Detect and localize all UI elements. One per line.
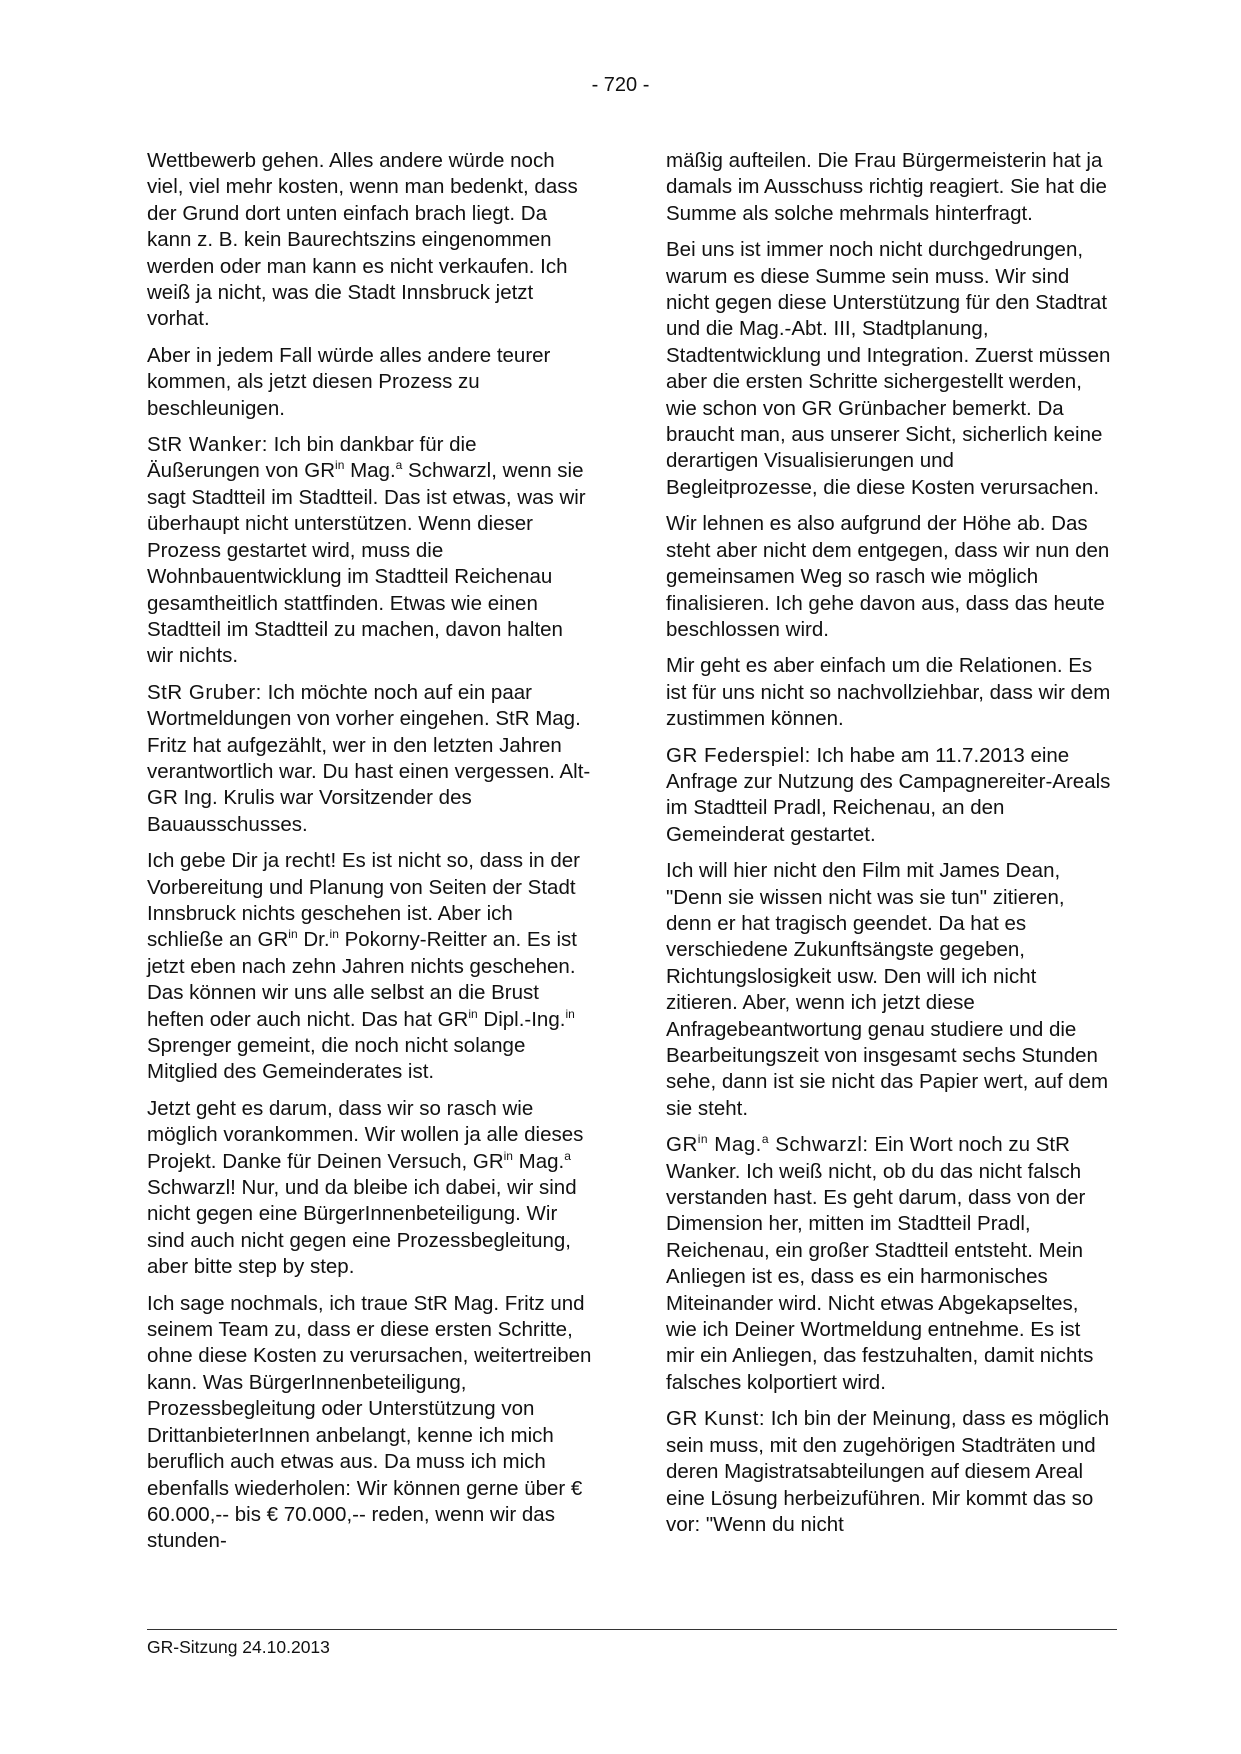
paragraph: mäßig aufteilen. Die Frau Bürgermeisterin hat ja damals im Ausschuss richtig reagiert. Sie hat die Summe als solche mehrmals hinterfragt. [666,149,1107,225]
speaker-name: GR Kunst: [666,1407,766,1431]
left-column [147,148,592,1565]
footer-session-date: GR-Sitzung 24.10.2013 [147,1637,330,1657]
paragraph: $GR^{in}$ Mag.$^a$ Schwarzl: Ein Wort noch zu StR Wanker. Ich weiß nicht, ob du das nicht falsch verstanden hast. Es geht darum, dass von der Dimension her, mitten im Stadtteil Pradl, Reichenau, ein großer Stadtteil entsteht. Mein Anliegen ist es, dass es ein harmonisches Miteinander wird. Nicht etwas Abgekapseltes, wie ich Deiner Wortmeldung entnehme. Es ist mir ein Anliegen, das festzuhalten, damit nichts falsches kolportiert wird. [666,1132,1094,1394]
right-column [666,148,1111,1548]
paragraph: StR Gruber: Ich möchte noch auf ein paar Wortmeldungen von vorher eingehen. StR Mag. Fritz hat aufgezählt, wer in den letzten Jahren verantwortlich war. Du hast einen vergessen. Alt-GR Ing. Krulis war Vorsitzender des Bauausschusses. [147,680,591,836]
paragraph: StR Wanker: Ich bin dankbar für die Äußerungen von $GR^{in}$ Mag.$^a$ Schwarzl, wenn sie sagt Stadtteil im Stadtteil. Das ist etwas, was wir überhaupt nicht unterstützen. Wenn dieser Prozess gestartet wird, muss die Wohnbauentwicklung im Stadtteil Reichenau gesamtheitlich stattfinden. Etwas wie einen Stadtteil im Stadtteil zu machen, davon halten wir nichts. [147,433,586,668]
speaker-name: $GR^{in}$ Mag.$^a$ Schwarzl: [666,1132,869,1157]
speaker-name: GR Federspiel: [666,743,811,767]
paragraph: Wettbewerb gehen. Alles andere würde noch viel, viel mehr kosten, wenn man bedenkt, dass der Grund dort unten einfach brach liegt. Da kann z. B. kein Baurechtszins eingenommen werden oder man kann es nicht verkaufen. Ich weiß ja nicht, was die Stadt Innsbruck jetzt vorhat. [147,149,578,331]
speaker-name: StR Gruber: [147,680,262,704]
paragraph: Jetzt geht es darum, dass wir so rasch wie möglich vorankommen. Wir wollen ja alle dieses Projekt. Danke für Deinen Versuch, $GR^{in}$ Mag.$^a$ Schwarzl! Nur, und da bleibe ich dabei, wir sind nicht gegen eine BürgerInnenbeteiligung. Wir sind auch nicht gegen eine Prozessbegleitung, aber bitte step by step. [147,1096,584,1279]
paragraph: Ich sage nochmals, ich traue StR Mag. Fritz und seinem Team zu, dass er diese ersten Schritte, ohne diese Kosten zu verursachen, weitertreiben kann. Was BürgerInnenbeteiligung, Prozessbegleitung oder Unterstützung von DrittanbieterInnen anbelangt, kenne ich mich beruflich auch etwas aus. Da muss ich mich ebenfalls wiederholen: Wir können gerne über € 60.000,-- bis € 70.000,-- reden, wenn wir das stunden- [147,1291,592,1553]
paragraph: Aber in jedem Fall würde alles andere teurer kommen, als jetzt diesen Prozess zu beschleunigen. [147,343,551,420]
footer-divider [147,1629,1117,1630]
paragraph: GR Federspiel: Ich habe am 11.7.2013 eine Anfrage zur Nutzung des Campagnereiter-Areals im Stadtteil Pradl, Reichenau, an den Gemeinderat gestartet. [666,743,1111,846]
page-number: - 720 - [591,74,650,96]
paragraph: Mir geht es aber einfach um die Relationen. Es ist für uns nicht so nachvollziehbar, dass wir dem zustimmen können. [666,654,1111,731]
paragraph: Bei uns ist immer noch nicht durchgedrungen, warum es diese Summe sein muss. Wir sind nicht gegen diese Unterstützung für den Stadtrat und die Mag.-Abt. III, Stadtplanung, Stadtentwicklung und Integration. Zuerst müssen aber die ersten Schritte sichergestellt werden, wie schon von GR Grünbacher bemerkt. Da braucht man, aus unserer Sicht, sicherlich keine derartigen Visualisierungen und Begleitprozesse, die diese Kosten verursachen. [666,238,1111,499]
paragraph: GR Kunst: Ich bin der Meinung, dass es möglich sein muss, mit den zugehörigen Stadträten und deren Magistratsabteilungen auf diesem Areal eine Lösung herbeizuführen. Mir kommt das so vor: "Wenn du nicht [666,1407,1110,1536]
paragraph: Wir lehnen es also aufgrund der Höhe ab. Das steht aber nicht dem entgegen, dass wir nun den gemeinsamen Weg so rasch wie möglich finalisieren. Ich gehe davon aus, dass das heute beschlossen wird. [666,512,1110,641]
paragraph: Ich gebe Dir ja recht! Es ist nicht so, dass in der Vorbereitung und Planung von Seiten der Stadt Innsbruck nichts geschehen ist. Aber ich schließe an $GR^{in}$ Dr.$^{in}$ Pokorny-Reitter an. Es ist jetzt eben nach zehn Jahren nichts geschehen. Das können wir uns alle selbst an die Brust heften oder auch nicht. Das hat $GR^{in}$ Dipl.-Ing.$^{in}$ Sprenger gemeint, die noch nicht solange Mitglied des Gemeinderates ist. [147,849,580,1084]
paragraph: Ich will hier nicht den Film mit James Dean, "Denn sie wissen nicht was sie tun" zitieren, denn er hat tragisch geendet. Da hat es verschiedene Zukunftsängste gegeben, Richtungslosigkeit usw. Den will ich nicht zitieren. Aber, wenn ich jetzt diese Anfragebeantwortung genau studiere und die Bearbeitungszeit von insgesamt sechs Stunden sehe, dann ist sie nicht das Papier wert, auf dem sie steht. [666,859,1109,1120]
speaker-name: StR Wanker: [147,433,268,457]
